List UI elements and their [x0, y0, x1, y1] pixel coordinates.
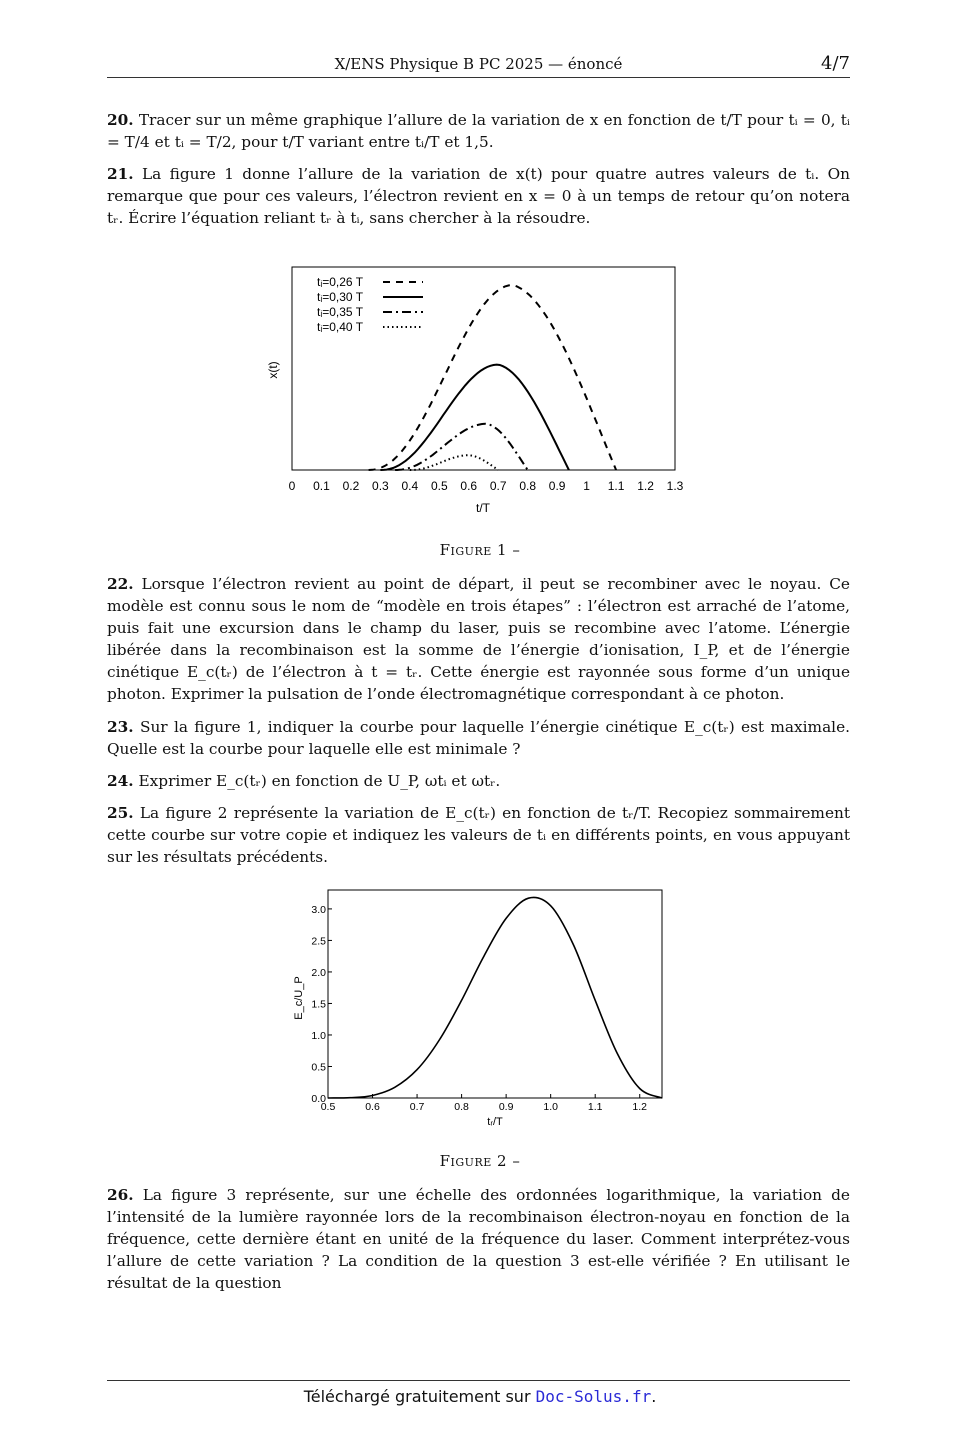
x-tick-label: 1.0 — [543, 1101, 558, 1113]
x-axis-label: t/T — [476, 501, 490, 515]
x-tick-label: 1.2 — [637, 479, 654, 493]
x-tick-label: 0.3 — [372, 479, 389, 493]
figure-1-caption: Figure 1 – — [439, 541, 521, 559]
x-tick-label: 1.2 — [632, 1101, 648, 1113]
question-25 — [107, 802, 850, 868]
series-curve — [410, 455, 498, 470]
question-text: La figure 2 représente la variation de E_c(tᵣ) en fonction de tᵣ/T. Recopiez sommairement cette courbe sur votre copie et indiquez les valeurs de tᵢ en différents points, en vous appuyant sur les résultats précédents. — [107, 804, 850, 866]
question-21 — [107, 163, 850, 229]
y-tick-label: 0.0 — [311, 1093, 326, 1105]
figure-2-caption: Figure 2 – — [439, 1152, 521, 1170]
question-20 — [107, 109, 850, 153]
x-tick-label: 0.1 — [313, 479, 330, 493]
series-curve — [395, 424, 528, 470]
energy-curve — [328, 897, 662, 1098]
x-tick-label: 0.8 — [454, 1101, 469, 1113]
question-24 — [107, 770, 850, 792]
question-text: Tracer sur un même graphique l’allure de la variation de x en fonction de t/T pour tᵢ = 0, tᵢ = T/4 et tᵢ = T/2, pour t/T variant entre tᵢ/T et 1,5. — [107, 111, 850, 151]
x-tick-label: 0.7 — [489, 479, 507, 493]
question-text: La figure 1 donne l’allure de la variation de x(t) pour quatre autres valeurs de tᵢ. On remarque que pour ces valeurs, l’électron revient en x = 0 à un temps de retour qu’on notera tᵣ. Écrire l’équation reliant tᵣ à tᵢ, sans chercher à la résoudre. — [107, 165, 850, 227]
plot-frame — [328, 890, 662, 1098]
x-tick-label: 0.6 — [365, 1101, 380, 1113]
question-number: 20. — [107, 111, 134, 129]
question-number: 26. — [107, 1186, 134, 1204]
x-tick-label: 0.9 — [548, 479, 566, 493]
x-tick-label: 0.9 — [498, 1101, 514, 1113]
question-23 — [107, 716, 850, 760]
x-tick-label: 0.4 — [401, 479, 419, 493]
x-tick-label: 0.5 — [320, 1101, 336, 1113]
legend-label: tᵢ=0,35 T — [317, 305, 364, 319]
x-tick-label: 0.2 — [342, 479, 360, 493]
footer-suffix: . — [651, 1387, 657, 1406]
y-tick-label: 1.0 — [311, 1029, 326, 1042]
footer-divider — [107, 1380, 850, 1381]
page-number: 4/7 — [821, 53, 850, 74]
page-header — [107, 55, 850, 78]
y-tick-label: 2.0 — [311, 966, 326, 979]
legend-label: tᵢ=0,40 T — [317, 320, 364, 334]
question-22 — [107, 573, 850, 705]
footer-link[interactable]: Doc-Solus.fr — [535, 1387, 652, 1406]
page-footer — [0, 1387, 960, 1406]
header-title: X/ENS Physique B PC 2025 — énoncé — [334, 55, 623, 73]
footer-prefix: Téléchargé gratuitement sur — [303, 1387, 531, 1406]
legend-label: tᵢ=0,30 T — [317, 290, 364, 304]
y-axis-label: x(t) — [266, 361, 280, 379]
question-26 — [107, 1184, 850, 1294]
y-tick-label: 2.5 — [311, 935, 326, 948]
x-tick-label: 1.3 — [666, 479, 684, 493]
x-tick-label: 1.1 — [607, 479, 625, 493]
question-number: 22. — [107, 575, 134, 593]
question-text: Sur la figure 1, indiquer la courbe pour laquelle l’énergie cinétique E_c(tᵣ) est maximale. Quelle est la courbe pour laquelle elle est minimale ? — [107, 718, 850, 758]
question-text: Exprimer E_c(tᵣ) en fonction de U_P, ωtᵢ et ωtᵣ. — [138, 772, 501, 790]
question-number: 25. — [107, 804, 134, 822]
question-number: 23. — [107, 718, 134, 736]
x-tick-label: 1 — [583, 479, 590, 493]
figure-1-chart — [255, 258, 705, 523]
question-number: 21. — [107, 165, 134, 183]
x-tick-label: 0.8 — [519, 479, 537, 493]
y-axis-label: E_c/U_P — [293, 976, 305, 1020]
y-tick-label: 0.5 — [311, 1061, 326, 1074]
question-text: Lorsque l’électron revient au point de départ, il peut se recombiner avec le noyau. Ce modèle est connu sous le nom de “modèle en trois étapes” : l’électron est arraché de l’atome, puis fait une excursion dans le champ du laser, puis se recombine avec l’atome. L’énergie libérée dans la recombinaison est la somme de l’énergie d’ionisation, I_P, et de l’énergie cinétique E_c(tᵣ) de l’électron à t = tᵣ. Cette énergie est rayonnée sous forme d’un unique photon. Exprimer la pulsation de l’onde électromagnétique correspondant à ce photon. — [107, 575, 850, 703]
x-tick-label: 0.7 — [409, 1101, 425, 1113]
y-tick-label: 1.5 — [311, 998, 326, 1011]
x-axis-label: tᵣ/T — [487, 1116, 503, 1128]
series-curve — [380, 365, 569, 470]
legend-label: tᵢ=0,26 T — [317, 275, 364, 289]
y-tick-label: 3.0 — [311, 903, 326, 916]
question-number: 24. — [107, 772, 134, 790]
x-tick-label: 0 — [288, 479, 296, 493]
question-text: La figure 3 représente, sur une échelle des ordonnées logarithmique, la variation de l’intensité de la lumière rayonnée lors de la recombinaison électron-noyau en fonction de la fréquence, cette dernière étant en unité de la fréquence du laser. Comment interprétez-vous l’allure de cette variation ? La condition de la question 3 est-elle vérifiée ? En utilisant le résultat de la question — [107, 1186, 850, 1292]
x-tick-label: 0.5 — [430, 479, 448, 493]
x-tick-label: 1.1 — [587, 1101, 603, 1113]
figure-2-chart — [280, 880, 680, 1135]
x-tick-label: 0.6 — [460, 479, 478, 493]
